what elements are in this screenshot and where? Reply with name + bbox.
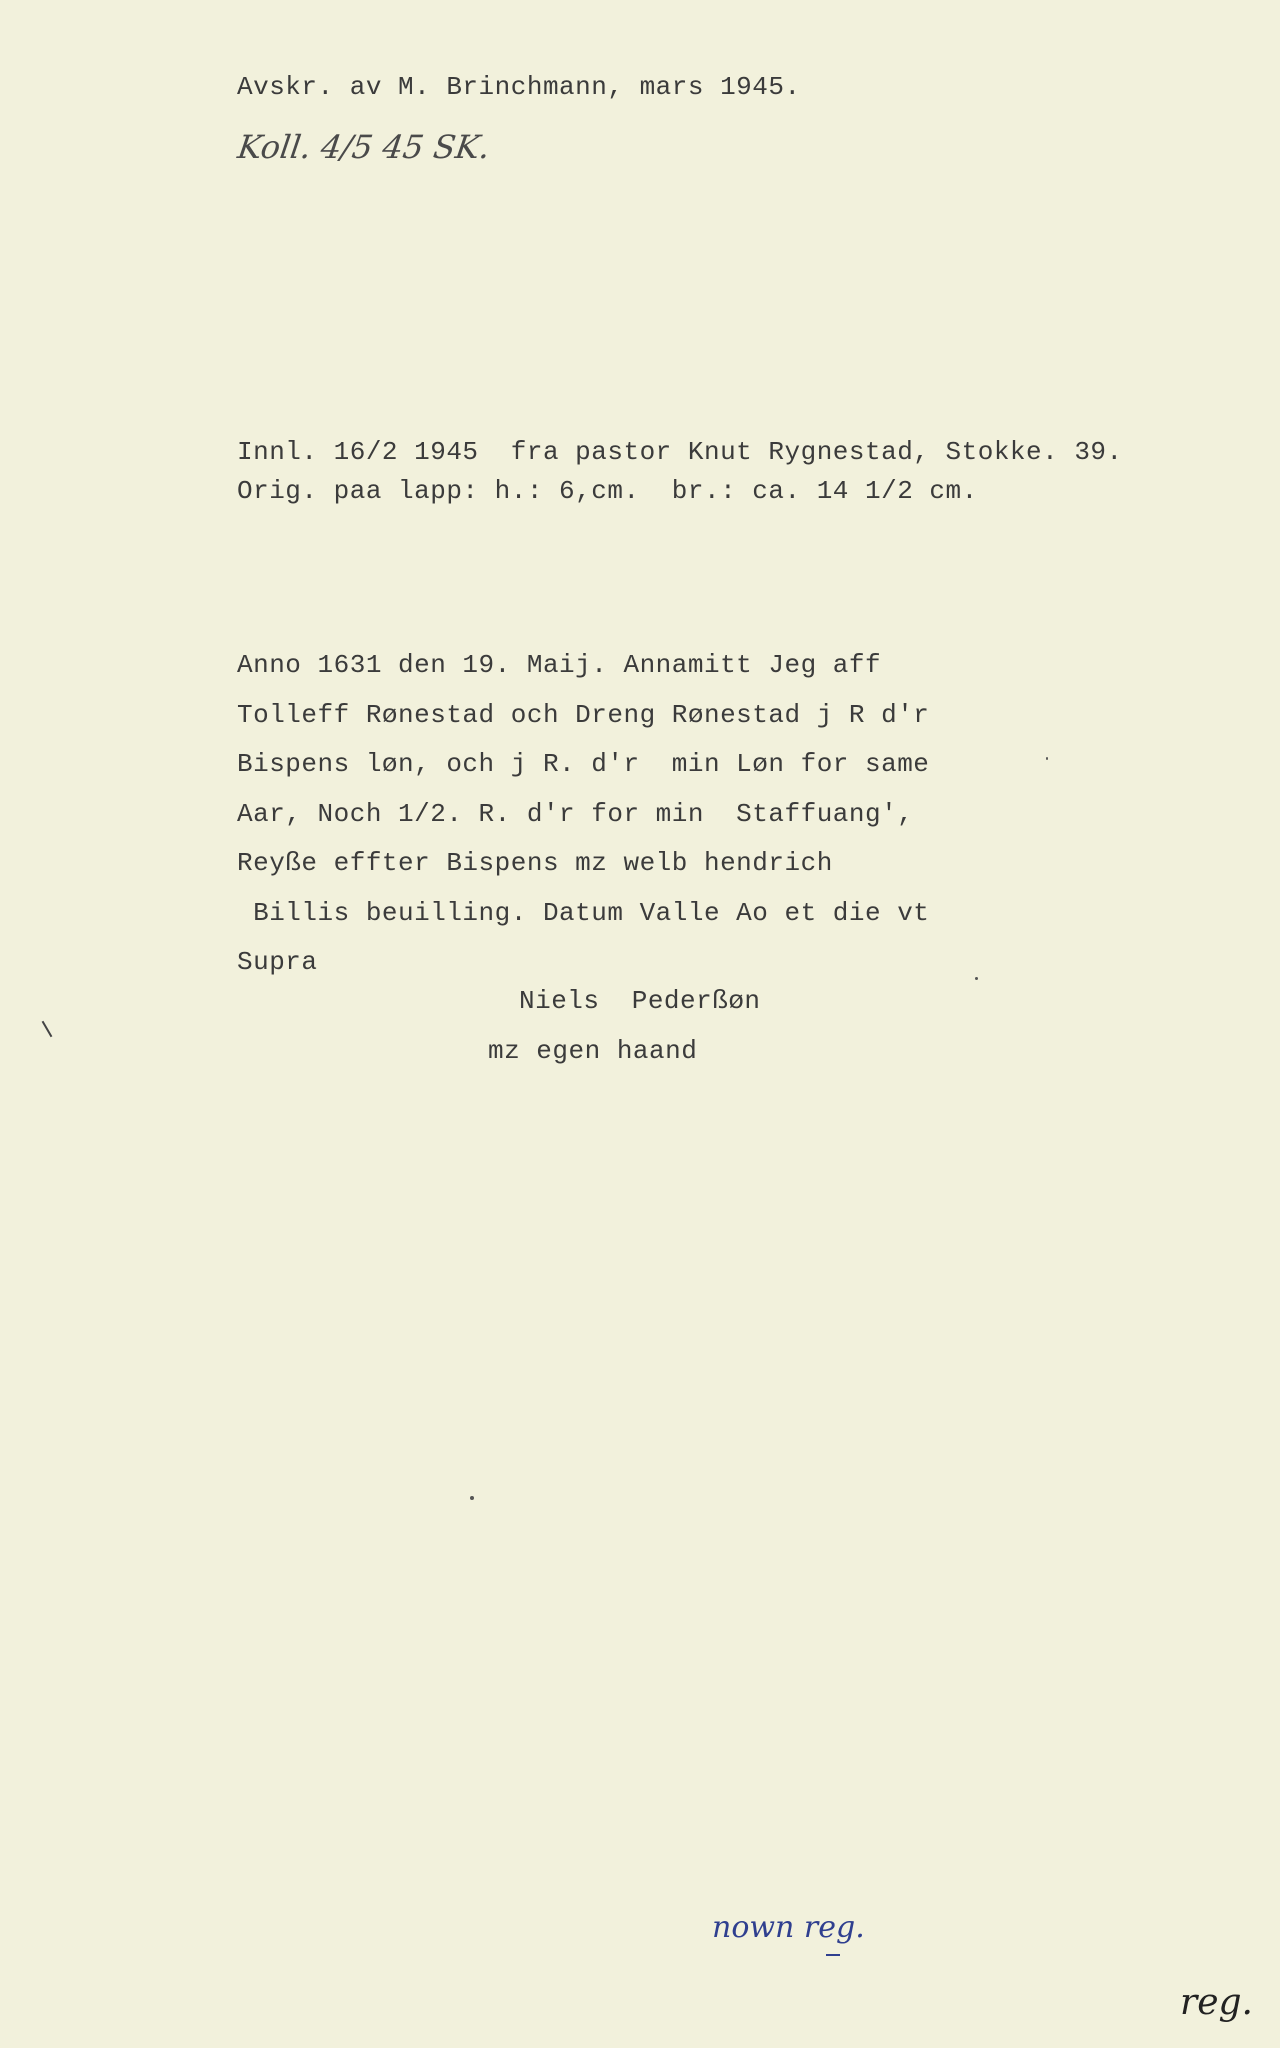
signature-note: mz egen haand xyxy=(488,1036,698,1066)
body-text-line-4: Aar, Noch 1/2. R. d'r for min Staffuang', xyxy=(237,799,914,829)
body-text-line-6: Billis beuilling. Datum Valle Ao et die vt xyxy=(237,898,930,928)
register-underline xyxy=(826,1954,840,1956)
transcription-line: Avskr. av M. Brinchmann, mars 1945. xyxy=(237,72,801,102)
margin-tick xyxy=(42,1021,53,1038)
intake-line-2: Orig. paa lapp: h.: 6,cm. br.: ca. 14 1/2 cm. xyxy=(237,476,978,506)
body-text-line-1: Anno 1631 den 19. Maij. Annamitt Jeg aff xyxy=(237,650,882,680)
ink-speck xyxy=(1046,757,1048,760)
body-text-line-3: Bispens løn, och j R. d'r min Løn for same xyxy=(237,749,930,779)
ink-speck xyxy=(470,1496,474,1500)
body-text-line-5: Reyße effter Bispens mz welb hendrich xyxy=(237,848,833,878)
body-text-line-7: Supra xyxy=(237,947,318,977)
intake-line-1: Innl. 16/2 1945 fra pastor Knut Rygnestad, Stokke. 39. xyxy=(237,437,1123,467)
signature-name: Niels Pederßøn xyxy=(519,986,761,1016)
register-note: nown reg. xyxy=(712,1910,865,1945)
body-text-line-2: Tolleff Rønestad och Dreng Rønestad j R d'r xyxy=(237,700,930,730)
ink-speck xyxy=(975,977,978,980)
corner-note: reg. xyxy=(1180,1982,1254,2023)
collection-note: Koll. 4/5 45 SK. xyxy=(235,128,493,166)
